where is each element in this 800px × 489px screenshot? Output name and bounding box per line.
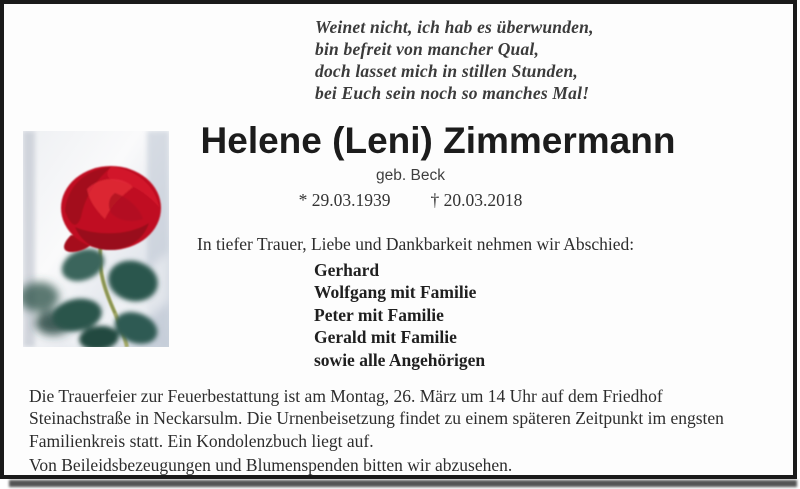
birth-date: * 29.03.1939: [298, 190, 391, 210]
mourner-name: Peter mit Familie: [314, 304, 444, 325]
maiden-name: geb. Beck: [376, 167, 445, 184]
poem-line: Weinet nicht, ich hab es überwunden,: [315, 17, 594, 37]
condolence-note: Von Beileidsbezeugungen und Blumenspenden bitten wir abzusehen.: [29, 455, 513, 475]
farewell-poem: [315, 16, 594, 104]
mourners-list: [314, 259, 485, 371]
poem-line: bin befreit von mancher Qual,: [315, 39, 540, 59]
card-drop-shadow: [9, 480, 797, 487]
funeral-details: Die Trauerfeier zur Feuerbestattung ist am Montag, 26. März um 14 Uhr auf dem Friedhof Steinachstraße in Neckarsulm. Die Urnenbeisetzung findet zu einem späteren Zeitpunkt im engsten Familienkreis statt. Ein Kondolenzbuch liegt auf.: [29, 386, 724, 451]
mourner-name: Gerhard: [314, 260, 380, 280]
death-date: † 20.03.2018: [430, 190, 523, 210]
deceased-name: Helene (Leni) Zimmermann: [200, 120, 676, 161]
poem-line: bei Euch sein noch so manches Mal!: [315, 83, 590, 103]
mourner-name: Wolfgang mit Familie: [314, 282, 477, 303]
rose-photo: [23, 131, 169, 347]
life-dates: [34, 190, 787, 211]
mourner-name: Gerald mit Familie: [314, 327, 457, 348]
mourner-name: sowie alle Angehörigen: [314, 349, 486, 370]
mourning-intro: In tiefer Trauer, Liebe und Dankbarkeit nehmen wir Abschied:: [197, 234, 635, 254]
poem-line: doch lasset mich in stillen Stunden,: [315, 61, 578, 81]
